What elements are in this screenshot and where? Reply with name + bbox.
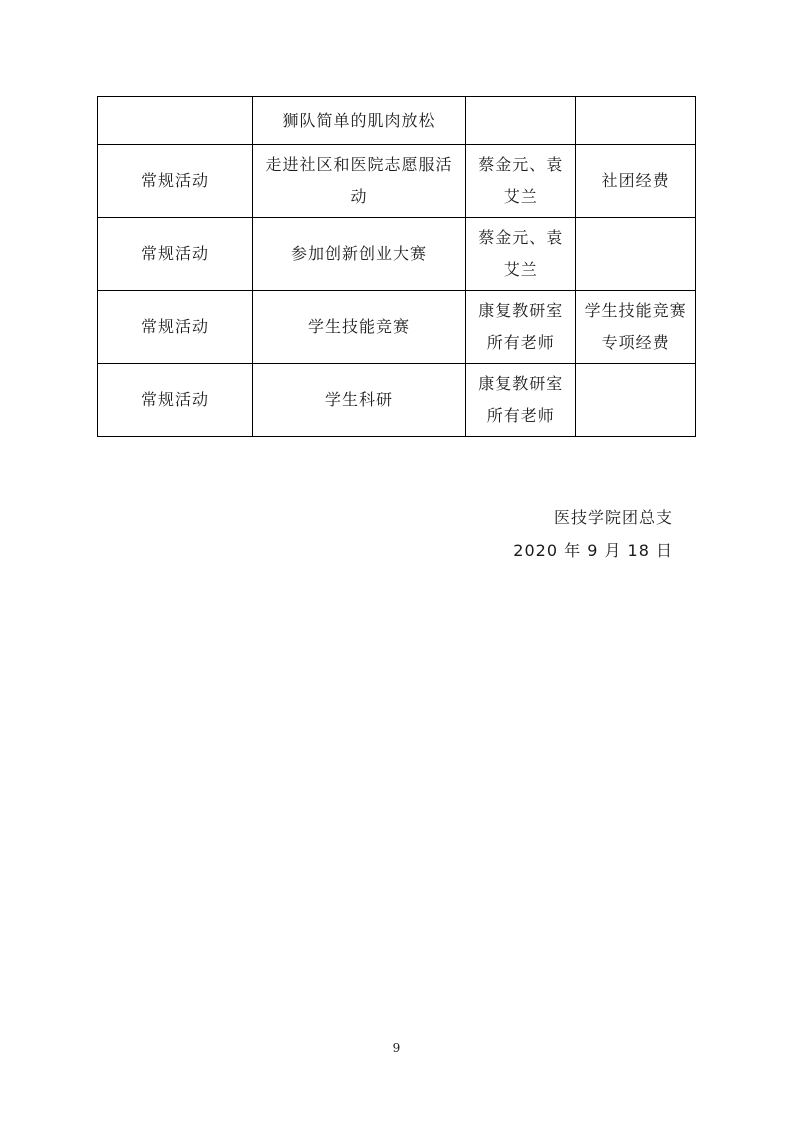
activity-content-cell: 学生科研	[252, 364, 465, 437]
owner-cell: 蔡金元、袁艾兰	[466, 145, 576, 218]
page-number: 9	[392, 1041, 401, 1055]
activity-content-cell: 参加创新创业大赛	[252, 218, 465, 291]
table-row	[98, 218, 696, 291]
funding-cell	[576, 218, 696, 291]
activity-content-cell: 走进社区和医院志愿服活动	[252, 145, 465, 218]
activity-type-cell	[98, 97, 253, 145]
activity-table	[97, 96, 696, 437]
table-row	[98, 145, 696, 218]
table-row	[98, 364, 696, 437]
activity-content-cell: 学生技能竞赛	[252, 291, 465, 364]
activity-type-cell: 常规活动	[98, 364, 253, 437]
funding-cell	[576, 364, 696, 437]
table-row	[98, 291, 696, 364]
owner-cell: 康复教研室所有老师	[466, 364, 576, 437]
activity-type-cell: 常规活动	[98, 145, 253, 218]
signature-organization: 医技学院团总支	[553, 508, 673, 527]
table-row	[98, 97, 696, 145]
owner-cell	[466, 97, 576, 145]
funding-cell	[576, 97, 696, 145]
owner-cell: 康复教研室所有老师	[466, 291, 576, 364]
funding-cell: 社团经费	[576, 145, 696, 218]
funding-cell: 学生技能竞赛专项经费	[576, 291, 696, 364]
activity-content-cell: 狮队简单的肌肉放松	[252, 97, 465, 145]
signature-date: 2020 年 9 月 18 日	[513, 541, 673, 560]
activity-type-cell: 常规活动	[98, 218, 253, 291]
owner-cell: 蔡金元、袁艾兰	[466, 218, 576, 291]
activity-type-cell: 常规活动	[98, 291, 253, 364]
